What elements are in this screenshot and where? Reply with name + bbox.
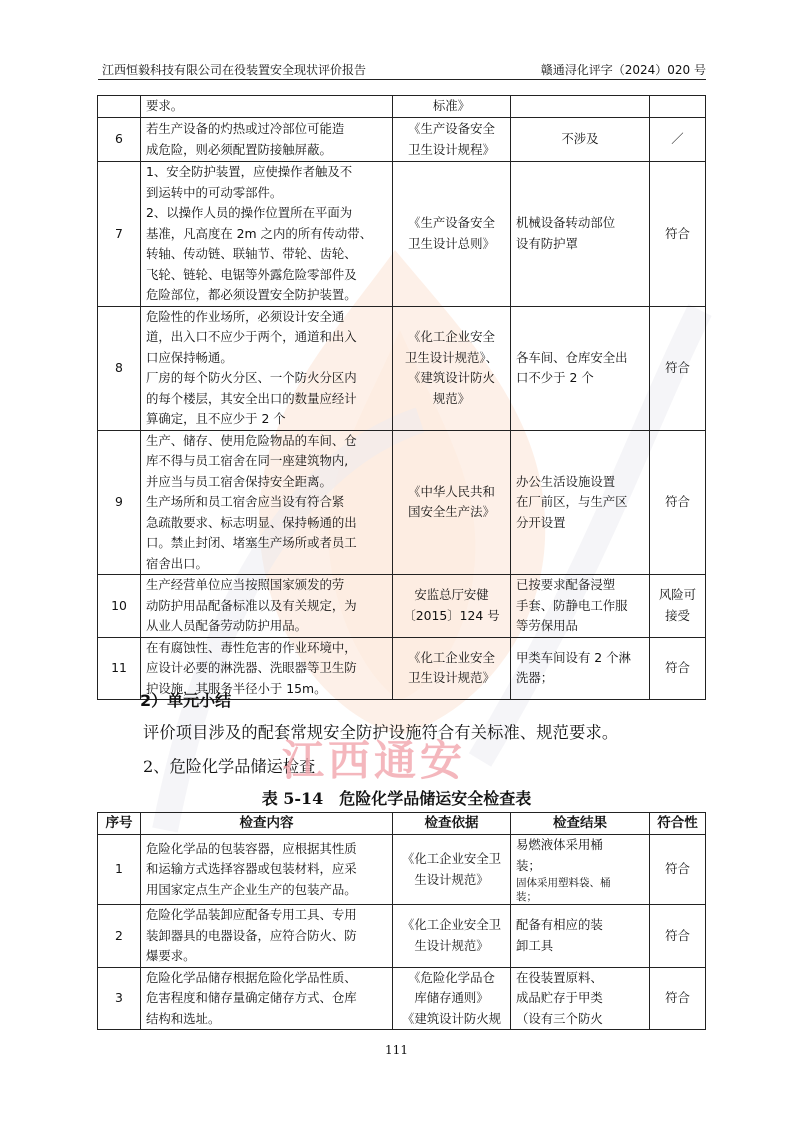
page-header xyxy=(98,62,706,78)
row-no: 11 xyxy=(98,637,141,700)
page-number: 111 xyxy=(385,1043,408,1057)
row-conform: 符合 xyxy=(650,430,706,575)
header-result: 检查结果 xyxy=(511,813,650,835)
row-content: 危险化学品装卸应配备专用工具、专用 装卸器具的电器设备，应符合防火、防 爆要求。 xyxy=(141,905,393,968)
row-basis: 《化工企业安全卫 生设计规范》 xyxy=(393,835,511,905)
table-row xyxy=(98,835,706,905)
row-no: 7 xyxy=(98,162,141,307)
section-heading: 2、危险化学品储运检查 xyxy=(143,757,316,776)
row-basis: 《危险化学品仓 库储存通则》 《建筑设计防火规 xyxy=(393,967,511,1030)
row-no: 9 xyxy=(98,430,141,575)
table-row xyxy=(98,96,706,118)
row-result: 机械设备转动部位 设有防护罩 xyxy=(511,162,650,307)
unit-summary-text: 评价项目涉及的配套常规安全防护设施符合有关标准、规范要求。 xyxy=(143,723,619,742)
row-conform: 符合 xyxy=(650,905,706,968)
row-conform: ／ xyxy=(650,118,706,162)
row-result: 办公生活设施设置 在厂前区，与生产区 分开设置 xyxy=(511,430,650,575)
row-content: 在有腐蚀性、毒性危害的作业环境中， 应设计必要的淋洗器、洗眼器等卫生防 护设施，其服务半径小于 15m。 xyxy=(141,637,393,700)
header-rule xyxy=(98,79,706,80)
row-conform xyxy=(650,96,706,118)
table-row xyxy=(98,430,706,575)
row-no: 10 xyxy=(98,575,141,638)
row-content: 生产经营单位应当按照国家颁发的劳 动防护用品配备标准以及有关规定，为 从业人员配备劳动防护用品。 xyxy=(141,575,393,638)
table-header-row xyxy=(98,813,706,835)
row-content: 危险化学品储存根据危险化学品性质、 危害程度和储存量确定储存方式、仓库 结构和选址。 xyxy=(141,967,393,1030)
row-no: 1 xyxy=(98,835,141,905)
header-content: 检查内容 xyxy=(141,813,393,835)
report-title: 江西恒毅科技有限公司在役装置安全现状评价报告 xyxy=(102,63,367,77)
report-number: 赣通浔化评字（2024）020 号 xyxy=(540,63,706,77)
hazmat-storage-check-table xyxy=(97,812,706,1030)
row-content: 危险性的作业场所，必须设计安全通 道，出入口不应少于两个，通道和出入 口应保持畅通。 厂房的每个防火分区、一个防火分区内 的每个楼层，其安全出口的数量应经计 算确定，且不应少于 2 个 xyxy=(141,306,393,430)
table-row xyxy=(98,575,706,638)
unit-summary-heading: 2）单元小结 xyxy=(140,691,232,710)
row-basis: 《生产设备安全 卫生设计规程》 xyxy=(393,118,511,162)
row-result: 配备有相应的装 卸工具 xyxy=(511,905,650,968)
row-basis: 安监总厅安健 〔2015〕124 号 xyxy=(393,575,511,638)
watermark-text: 江西通安 xyxy=(282,736,467,785)
row-result: 不涉及 xyxy=(511,118,650,162)
row-basis: 《化工企业安全卫 生设计规范》 xyxy=(393,905,511,968)
row-conform: 符合 xyxy=(650,306,706,430)
table-row xyxy=(98,118,706,162)
row-conform: 符合 xyxy=(650,835,706,905)
row-conform: 符合 xyxy=(650,162,706,307)
row-basis: 《化工企业安全 卫生设计规范》 xyxy=(393,637,511,700)
row-no: 2 xyxy=(98,905,141,968)
row-result xyxy=(511,96,650,118)
row-basis: 标准》 xyxy=(393,96,511,118)
row-content: 要求。 xyxy=(141,96,393,118)
row-no: 8 xyxy=(98,306,141,430)
safety-check-table-continued xyxy=(97,95,706,700)
row-basis: 《生产设备安全 卫生设计总则》 xyxy=(393,162,511,307)
row-result: 各车间、仓库安全出 口不少于 2 个 xyxy=(511,306,650,430)
row-content: 若生产设备的灼热或过冷部位可能造 成危险，则必须配置防接触屏蔽。 xyxy=(141,118,393,162)
header-basis: 检查依据 xyxy=(393,813,511,835)
row-result: 在役装置原料、 成品贮存于甲类 （设有三个防火 xyxy=(511,967,650,1030)
row-conform: 符合 xyxy=(650,967,706,1030)
row-conform: 风险可接受 xyxy=(650,575,706,638)
row-no: 3 xyxy=(98,967,141,1030)
table-row xyxy=(98,162,706,307)
table-row xyxy=(98,967,706,1030)
row-basis: 《中华人民共和 国安全生产法》 xyxy=(393,430,511,575)
row-content: 1、安全防护装置，应使操作者触及不 到运转中的可动零部件。 2、以操作人员的操作位置所在平面为 基准，凡高度在 2m 之内的所有传动带、 转轴、传动链、联轴节、带轮、齿轮、 飞轮、链轮、电锯等外露危险零部件及 危险部位，都必须设置安全防护装置。 xyxy=(141,162,393,307)
table-row xyxy=(98,306,706,430)
header-conform: 符合性 xyxy=(650,813,706,835)
row-content: 生产、储存、使用危险物品的车间、仓 库不得与员工宿舍在同一座建筑物内, 并应当与员工宿舍保持安全距离。 生产场所和员工宿舍应当设有符合紧 急疏散要求、标志明显、保持畅通的出 口。禁止封闭、堵塞生产场所或者员工 宿舍出口。 xyxy=(141,430,393,575)
row-result: 甲类车间设有 2 个淋 洗器； xyxy=(511,637,650,700)
table-caption: 表 5-14 危险化学品储运安全检查表 xyxy=(261,789,532,808)
row-result: 已按要求配备浸塑 手套、防静电工作服 等劳保用品 xyxy=(511,575,650,638)
header-no: 序号 xyxy=(98,813,141,835)
row-basis: 《化工企业安全 卫生设计规范》、 《建筑设计防火 规范》 xyxy=(393,306,511,430)
row-conform: 符合 xyxy=(650,637,706,700)
row-result: 易燃液体采用桶 装； 固体采用塑料袋、桶 装； xyxy=(511,835,650,905)
row-content: 危险化学品的包装容器，应根据其性质 和运输方式选择容器或包装材料，应采 用国家定点生产企业生产的包装产品。 xyxy=(141,835,393,905)
row-no: 6 xyxy=(98,118,141,162)
table-row xyxy=(98,905,706,968)
row-no xyxy=(98,96,141,118)
